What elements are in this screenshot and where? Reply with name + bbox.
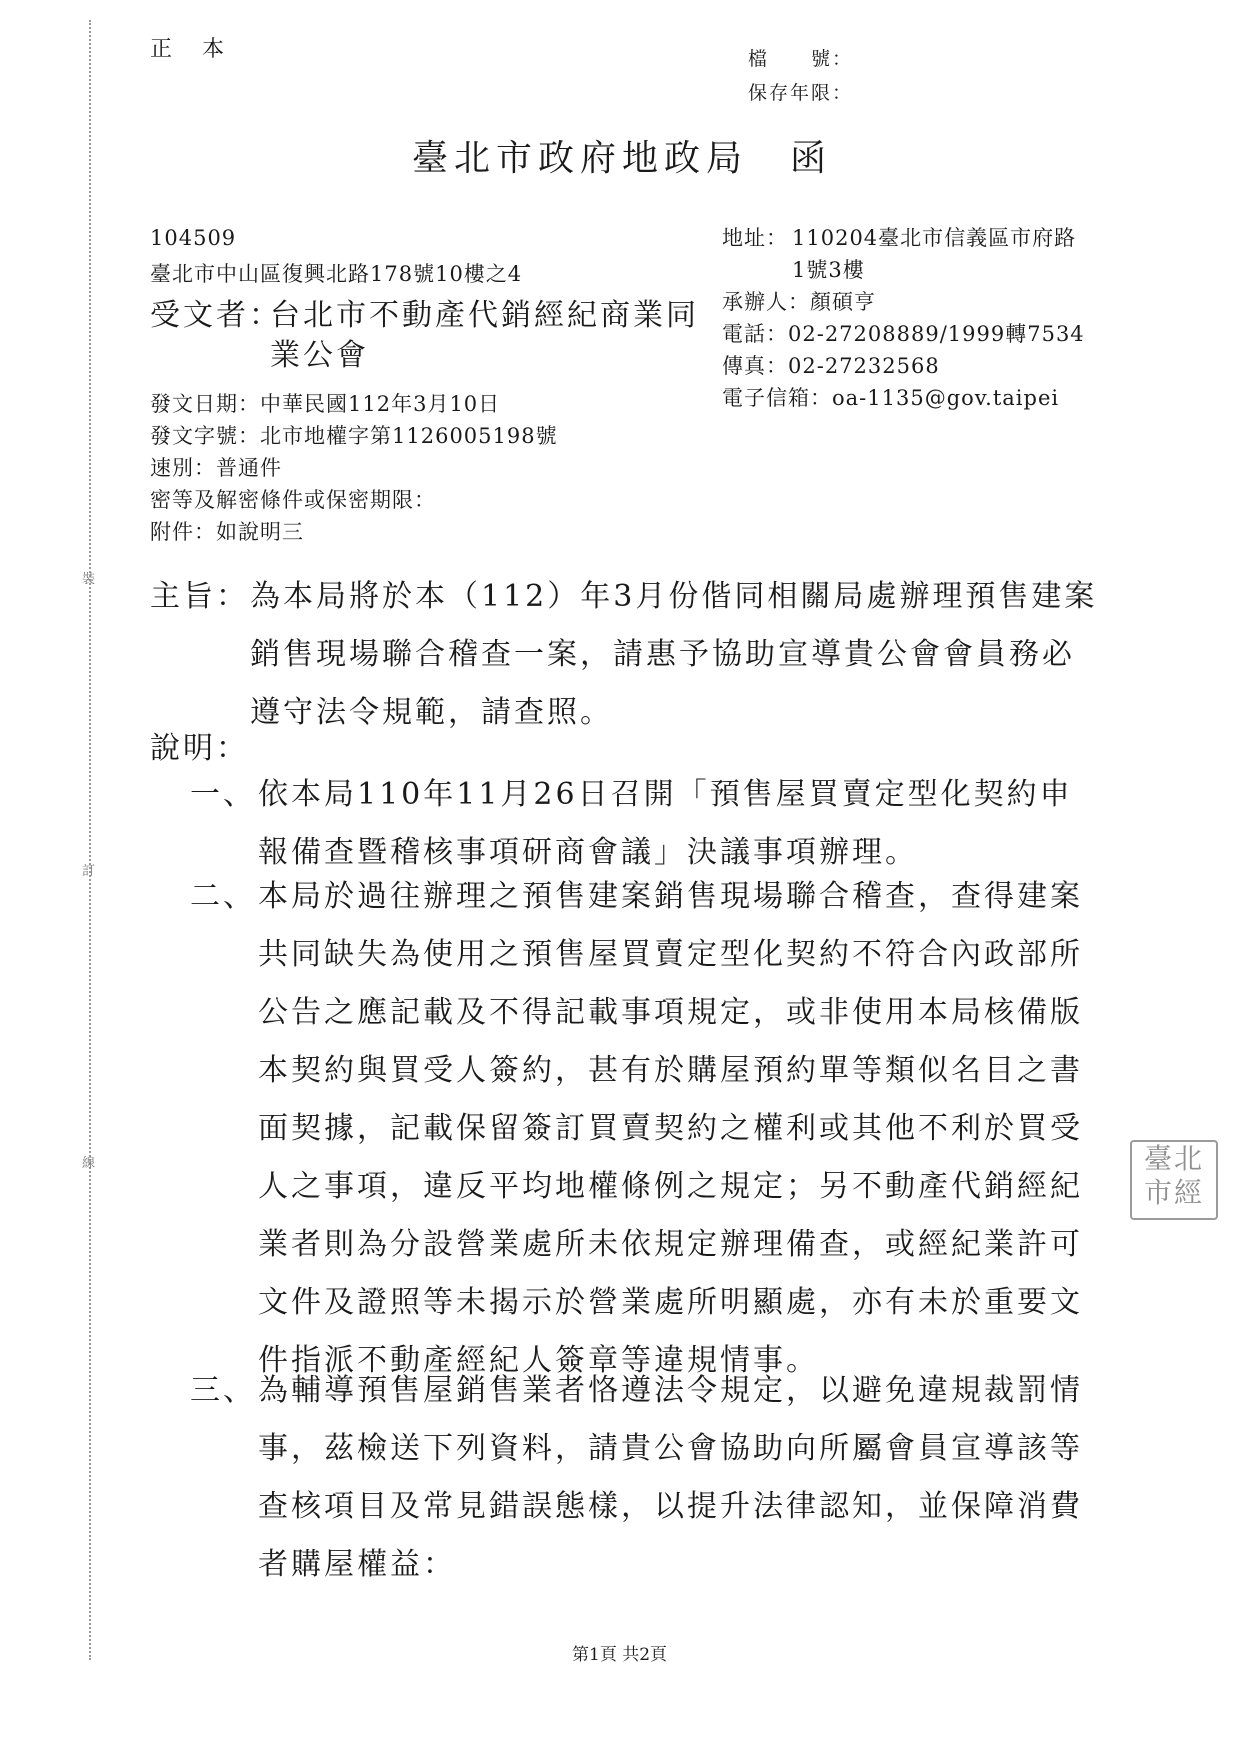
issue-date: 發文日期：中華民國112年3月10日 [150,392,501,416]
binding-line [89,20,91,1660]
subject-text: 為本局將於本（112）年3月份偕同相關局處辦理預售建案銷售現場聯合稽查一案，請惠予協助宣導貴公會會員務必遵守法令規範，請查照。 [250,579,1098,730]
recipient-label: 受文者： [150,298,282,333]
email: 電子信箱：oa-1135@gov.taipei [722,386,1060,410]
item-number: 一、 [190,777,256,812]
subject-paragraph [150,568,1100,748]
binding-mark-ding: 訂 [82,864,96,879]
explanation-item-2 [190,868,1100,1378]
file-number-label: 檔 號： [748,48,854,70]
seal-text: 臺北 市經 [1143,1142,1204,1209]
binding-mark-zhuang: 裝 [82,572,96,587]
item-number: 三、 [190,1373,256,1408]
handler: 承辦人：顏碩亨 [722,290,876,314]
speed-category: 速別：普通件 [150,456,282,480]
postal-code: 104509 [150,226,237,250]
item-text: 依本局110年11月26日召開「預售屋買賣定型化契約申報備查暨稽核事項研商會議」決議事項辦理。 [258,777,1073,870]
attachment: 附件：如說明三 [150,520,304,544]
retention-period-label: 保存年限： [748,82,854,104]
page-footer: 第1頁 共2頁 [572,1645,668,1665]
sender-address-line1: 110204臺北市信義區市府路 [792,226,1077,250]
sender-address-label: 地址： [722,226,788,250]
binding-mark-xian: 線 [82,1156,96,1171]
subject-label: 主旨： [150,579,249,614]
recipient-name-line2: 業公會 [270,338,369,373]
explanation-label: 說明： [150,731,249,766]
recipient-address: 臺北市中山區復興北路178號10樓之4 [150,262,523,286]
item-number: 二、 [190,879,256,914]
item-text: 為輔導預售屋銷售業者恪遵法令規定，以避免違規裁罰情事，茲檢送下列資料，請貴公會協助向所屬會員宣導該等查核項目及常見錯誤態樣，以提升法律認知，並保障消費者購屋權益： [258,1373,1083,1582]
phone: 電話：02-27208889/1999轉7534 [722,322,1085,346]
sender-address-line2: 1號3樓 [792,258,865,282]
secrecy-level: 密等及解密條件或保密期限： [150,488,436,512]
item-text: 本局於過往辦理之預售建案銷售現場聯合稽查，查得建案共同缺失為使用之預售屋買賣定型化契約不符合內政部所公告之應記載及不得記載事項規定，或非使用本局核備版本契約與買受人簽約，甚有於購屋預約單等類似名目之書面契據，記載保留簽訂買賣契約之權利或其他不利於買受人之事項，違反平均地權條例之規定；另不動產代銷經紀業者則為分設營業處所未依規定辦理備查，或經紀業許可文件及證照等未揭示於營業處所明顯處，亦有未於重要文件指派不動產經紀人簽章等違規情事。 [258,879,1083,1378]
explanation-item-3 [190,1362,1100,1602]
document-number: 發文字號：北市地權字第1126005198號 [150,424,558,448]
recipient-name-line1: 台北市不動產代銷經紀商業同 [270,298,699,333]
fax: 傳真：02-27232568 [722,354,940,378]
seal-stamp [1130,1140,1218,1220]
copy-mark: 正 本 [150,37,229,62]
document-title: 臺北市政府地政局 函 [412,138,833,179]
